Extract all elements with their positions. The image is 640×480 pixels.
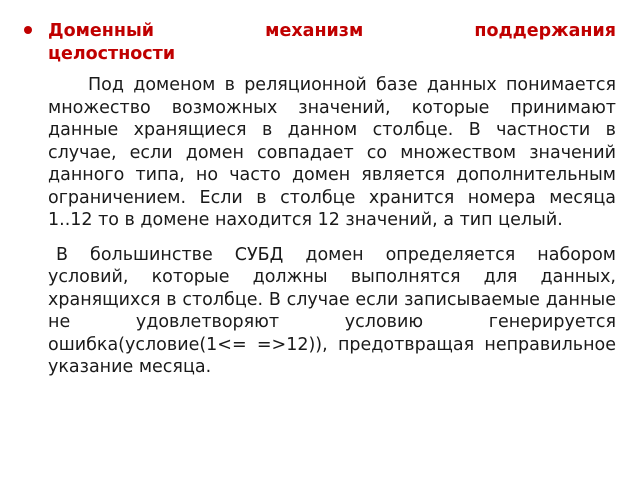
heading-line-1: Доменный механизм поддержания [48,21,616,41]
bullet-item [24,20,616,66]
slide-heading [48,20,616,66]
paragraph-domain-definition: Под доменом в реляционной базе данных понимается множество возможных значений, которые принимают данные хранящиеся в данном столбце. В частности в случае, если домен совпадает со множеством значений данного типа, но часто домен является дополнительным ограничением. Если в столбце хранится номера месяца 1..12 то в домене находится 12 значений, а тип целый. [48,75,616,230]
paragraph-dbms-conditions: В большинстве СУБД домен определяется набором условий, которые должны выполнятся для данных, хранящихся в столбце. В случае если записываемые данные не удовлетворяют условию генерируется ошибка(условие(1<= =>12)), предотвращая неправильное указание месяца. [48,244,616,377]
bullet-dot-icon [24,26,32,34]
heading-line-2: целостности [48,44,176,64]
bullet-block [24,20,616,379]
